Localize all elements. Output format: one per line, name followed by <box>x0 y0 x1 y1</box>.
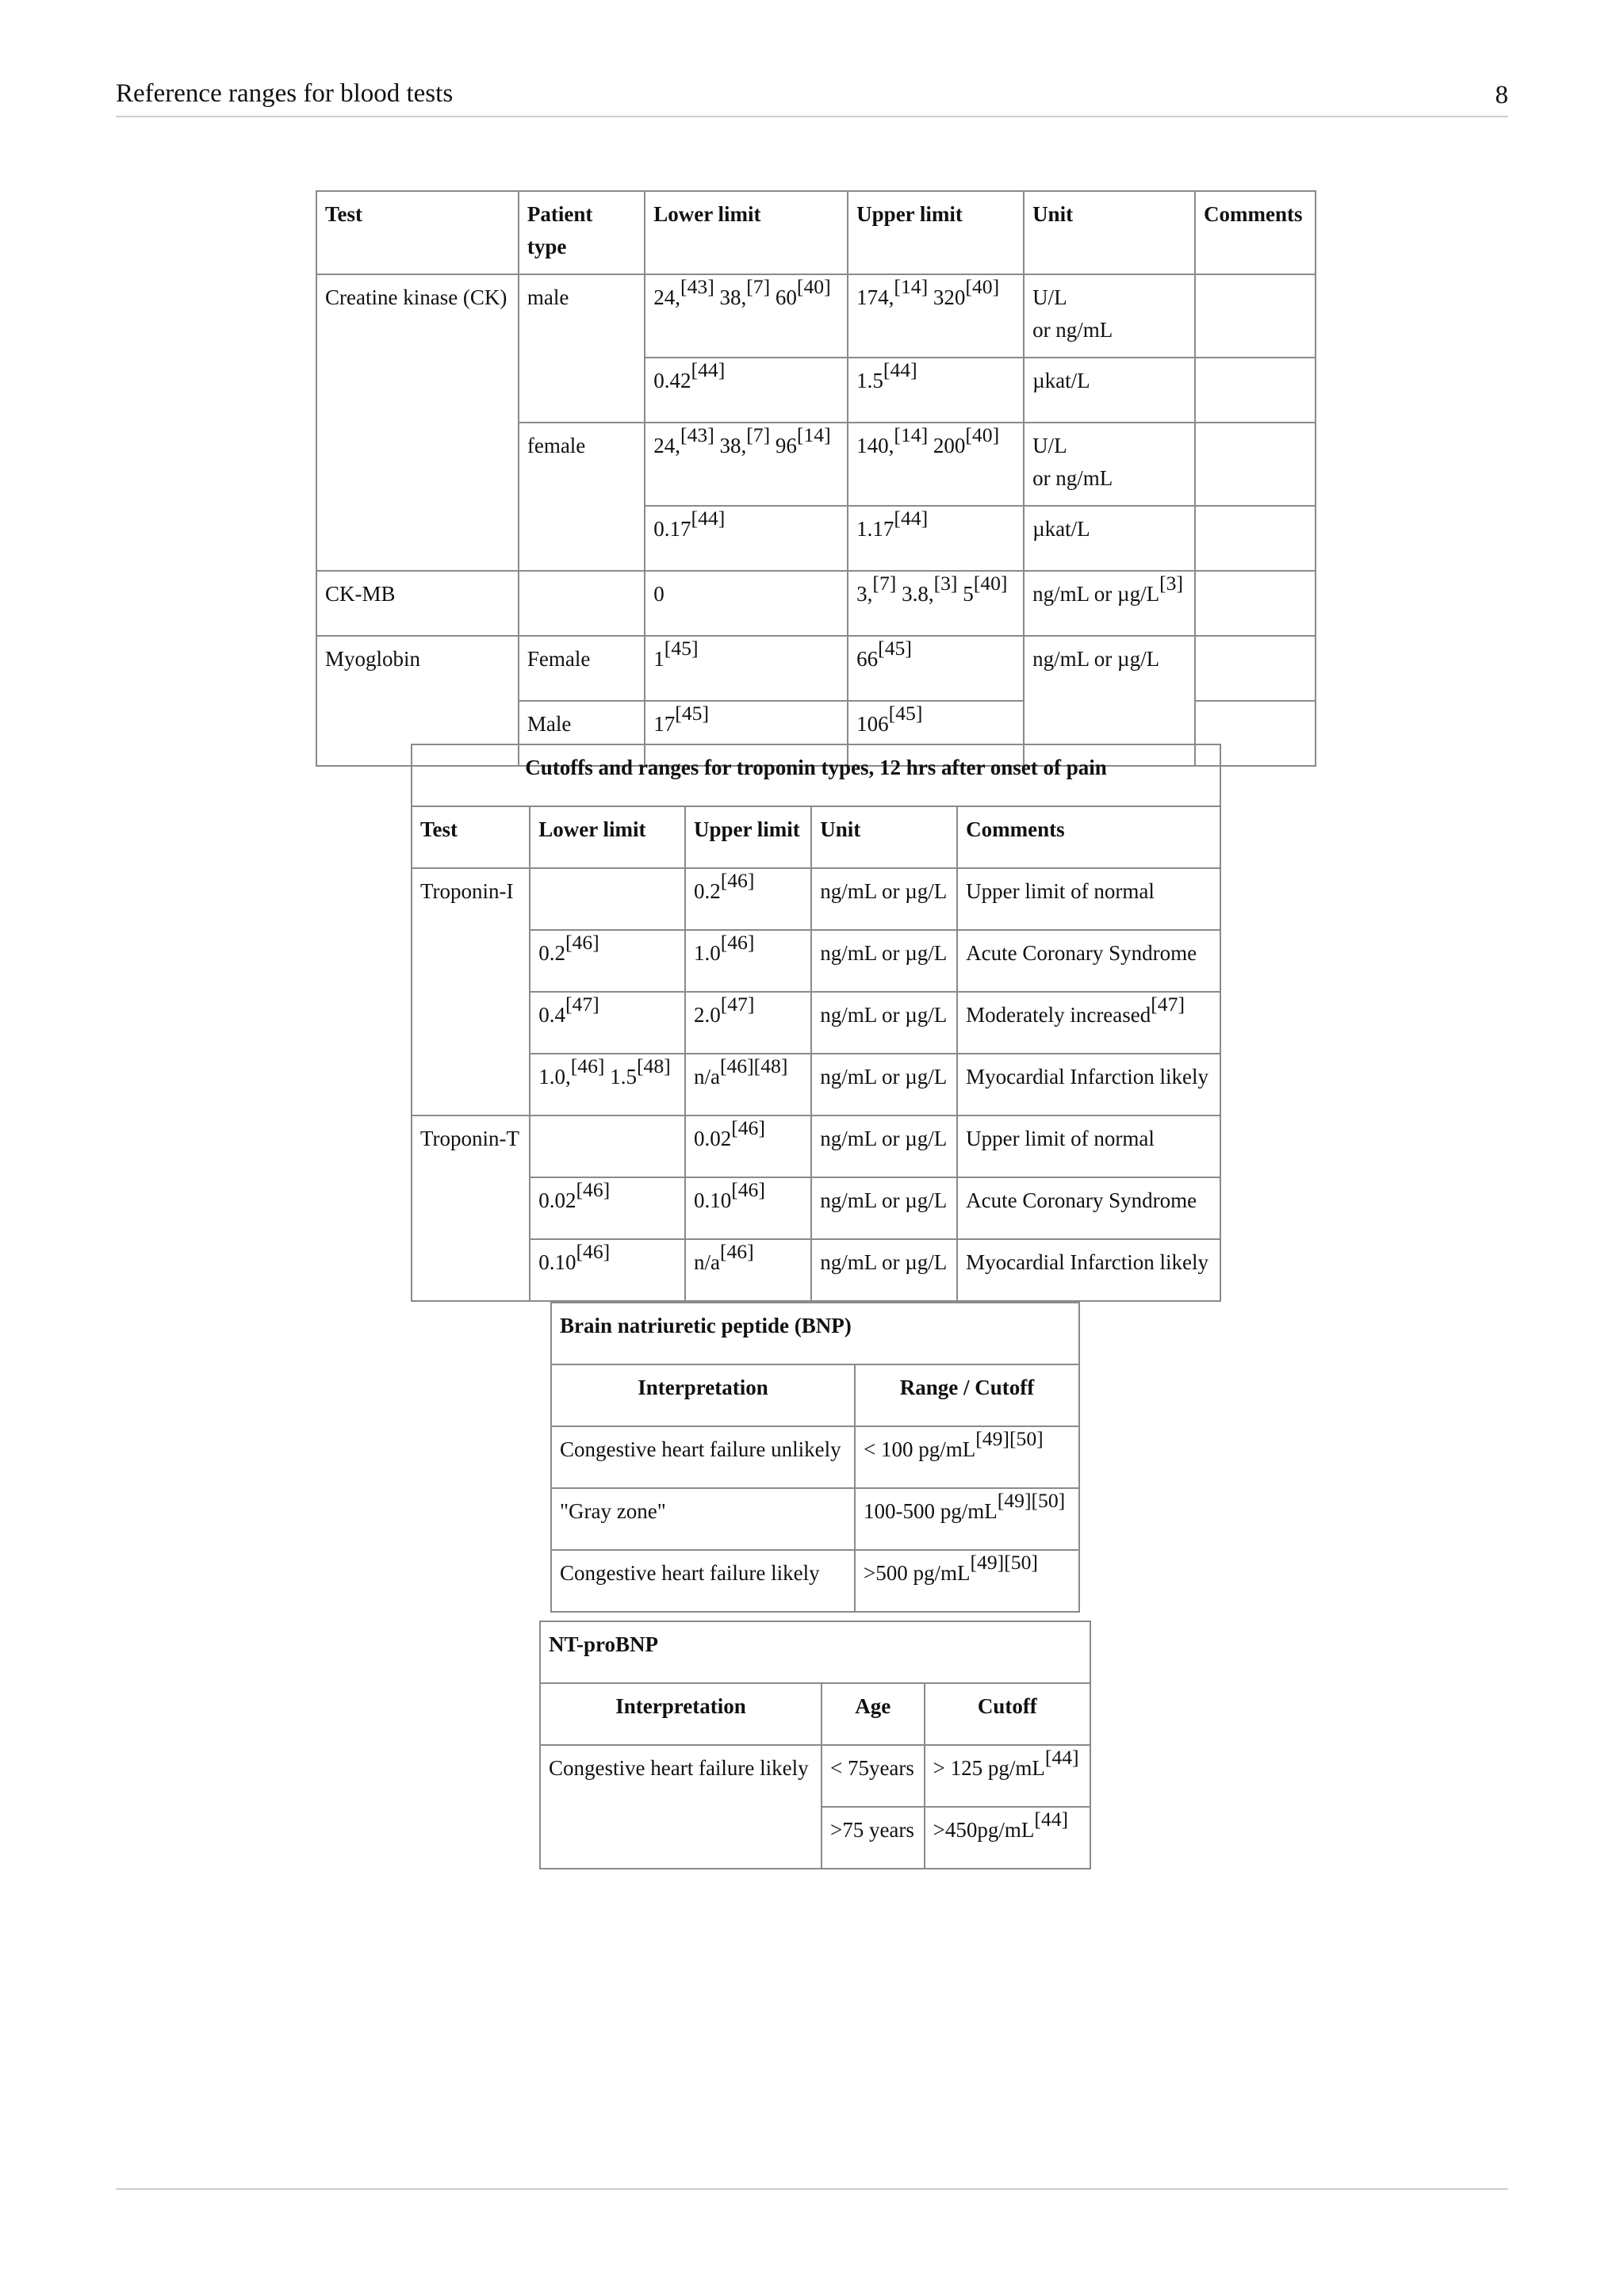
reference-link[interactable]: [49][50] <box>997 1488 1066 1512</box>
reference-link[interactable]: [48] <box>636 1054 671 1077</box>
value: 3.8, <box>896 582 934 606</box>
unit-cell <box>1024 423 1195 506</box>
header-age: Age <box>822 1683 925 1745</box>
reference-link[interactable]: [46] <box>570 1054 605 1077</box>
value: 96 <box>770 434 797 457</box>
reference-link[interactable]: [40] <box>796 274 831 298</box>
value: 0.02 <box>538 1188 576 1212</box>
unit-cell: ng/mL or µg/L <box>811 992 957 1054</box>
reference-link[interactable]: [44] <box>691 358 726 381</box>
lower-limit-cell <box>530 992 685 1054</box>
value: 38, <box>714 285 747 309</box>
reference-link[interactable]: [7] <box>746 274 771 298</box>
value: 1.5 <box>856 369 883 392</box>
value: 24, <box>653 285 681 309</box>
table-row <box>412 992 1220 1054</box>
upper-limit-cell <box>848 506 1024 571</box>
test-name: CK-MB <box>325 582 396 606</box>
table-caption: Cutoffs and ranges for troponin types, 12 hrs after onset of pain <box>412 744 1220 806</box>
unit: ng/mL or µg/L <box>1032 582 1160 606</box>
age-cell: >75 years <box>822 1807 925 1869</box>
table-row <box>316 636 1316 701</box>
header-lower-limit: Lower limit <box>645 191 848 274</box>
table-caption: Brain natriuretic peptide (BNP) <box>551 1303 1079 1364</box>
value: 200 <box>928 434 966 457</box>
comments-cell: Acute Coronary Syndrome <box>957 1177 1220 1239</box>
table-header-row <box>412 806 1220 868</box>
reference-link[interactable]: [49][50] <box>970 1550 1038 1574</box>
test-name-cell <box>412 868 530 1115</box>
header-cutoff: Cutoff <box>925 1683 1090 1745</box>
table-row <box>412 1115 1220 1177</box>
unit-cell <box>1024 506 1195 571</box>
value: 17 <box>653 712 676 736</box>
comments-cell <box>1195 506 1316 571</box>
range-cell <box>855 1488 1079 1550</box>
table-row <box>316 274 1316 358</box>
header-patient-type: Patient type <box>519 191 645 274</box>
value: 0 <box>653 582 665 606</box>
reference-link[interactable]: [40] <box>965 274 1000 298</box>
unit-cell <box>1024 274 1195 358</box>
lower-limit-cell <box>645 636 848 701</box>
unit: ng/mL or µg/L <box>1032 647 1160 671</box>
table-row <box>540 1745 1090 1807</box>
table-caption-row <box>551 1303 1079 1364</box>
upper-limit-cell <box>685 1054 811 1115</box>
reference-link[interactable]: [46] <box>576 1239 611 1263</box>
value: 0.10 <box>693 1188 732 1212</box>
comments-cell: Upper limit of normal <box>957 1115 1220 1177</box>
header-interpretation: Interpretation <box>540 1683 822 1745</box>
reference-link[interactable]: [7] <box>746 423 771 446</box>
header-comments: Comments <box>1195 191 1316 274</box>
reference-link[interactable]: [45] <box>878 636 912 660</box>
reference-link[interactable]: [43] <box>680 274 714 298</box>
page-number: 8 <box>1495 81 1508 109</box>
reference-link[interactable]: [47] <box>720 992 755 1016</box>
reference-link[interactable]: [40] <box>973 571 1008 595</box>
upper-limit-cell <box>848 571 1024 636</box>
reference-link[interactable]: [46][48] <box>719 1054 788 1077</box>
troponin-table <box>411 744 1221 1302</box>
upper-limit-cell <box>685 1239 811 1301</box>
value: >500 pg/mL <box>864 1561 971 1585</box>
upper-limit-cell <box>685 1115 811 1177</box>
test-name: Troponin-T <box>420 1127 520 1150</box>
reference-link[interactable]: [44] <box>1044 1745 1079 1769</box>
comments-cell <box>1195 358 1316 423</box>
page-title: Reference ranges for blood tests <box>116 79 454 108</box>
unit: U/L <box>1032 434 1067 457</box>
header-upper-limit: Upper limit <box>685 806 811 868</box>
value: < 100 pg/mL <box>864 1437 976 1461</box>
patient-type-cell <box>519 571 645 636</box>
table-row <box>412 868 1220 930</box>
value: 1.17 <box>856 517 894 541</box>
upper-limit-cell <box>848 274 1024 358</box>
reference-link[interactable]: [46] <box>731 1177 765 1201</box>
value: 0.4 <box>538 1003 565 1027</box>
lower-limit-cell <box>645 274 848 358</box>
value: 60 <box>770 285 797 309</box>
comments-cell: Myocardial Infarction likely <box>957 1054 1220 1115</box>
table-row <box>412 1054 1220 1115</box>
patient-type: male <box>527 285 569 309</box>
value: >450pg/mL <box>933 1818 1035 1842</box>
patient-type-cell <box>519 636 645 701</box>
header-comments: Comments <box>957 806 1220 868</box>
reference-link[interactable]: [47] <box>565 992 599 1016</box>
test-name: Myoglobin <box>325 647 421 671</box>
upper-limit-cell <box>685 930 811 992</box>
reference-link[interactable]: [49][50] <box>975 1426 1044 1450</box>
test-name: Creatine kinase (CK) <box>325 285 508 309</box>
reference-link[interactable]: [46] <box>565 930 599 954</box>
reference-link[interactable]: [45] <box>675 701 709 725</box>
table-caption: NT-proBNP <box>540 1621 1090 1683</box>
header-unit: Unit <box>811 806 957 868</box>
upper-limit-cell <box>685 992 811 1054</box>
range-cell <box>855 1550 1079 1612</box>
value: 320 <box>928 285 966 309</box>
value: 100-500 pg/mL <box>864 1499 998 1523</box>
reference-link[interactable]: [44] <box>1034 1807 1069 1831</box>
value: 1 <box>653 647 665 671</box>
reference-link[interactable]: [43] <box>680 423 714 446</box>
comments-cell: Upper limit of normal <box>957 868 1220 930</box>
table-row <box>551 1426 1079 1488</box>
value: 106 <box>856 712 889 736</box>
table-row <box>412 1239 1220 1301</box>
table-row <box>551 1488 1079 1550</box>
value: 66 <box>856 647 879 671</box>
lower-limit-cell <box>530 1177 685 1239</box>
unit-cell: ng/mL or µg/L <box>811 930 957 992</box>
value: 1.0, <box>538 1065 571 1089</box>
lower-limit-cell <box>645 506 848 571</box>
range-cell <box>855 1426 1079 1488</box>
upper-limit-cell <box>848 423 1024 506</box>
table-row <box>412 930 1220 992</box>
reference-link[interactable]: [40] <box>965 423 1000 446</box>
table-row <box>551 1550 1079 1612</box>
table-caption-row <box>540 1621 1090 1683</box>
lower-limit-cell <box>530 1115 685 1177</box>
unit-alt: or ng/mL <box>1032 465 1113 490</box>
cardiac-markers-table <box>316 190 1316 767</box>
lower-limit-cell <box>645 423 848 506</box>
test-name: Troponin-I <box>420 879 514 903</box>
header-lower-limit: Lower limit <box>530 806 685 868</box>
value: 1.0 <box>693 941 721 965</box>
upper-limit-cell <box>848 636 1024 701</box>
reference-link[interactable]: [46] <box>720 930 755 954</box>
interpretation-cell: Congestive heart failure likely <box>540 1745 822 1869</box>
unit-cell <box>1024 571 1195 636</box>
upper-limit-cell <box>685 1177 811 1239</box>
upper-limit-cell <box>685 868 811 930</box>
patient-type: Male <box>527 712 572 736</box>
value: 0.42 <box>653 369 691 392</box>
value: 1.5 <box>604 1065 637 1089</box>
value: 174, <box>856 285 894 309</box>
value: 0.17 <box>653 517 691 541</box>
lower-limit-cell <box>645 358 848 423</box>
header-test: Test <box>316 191 519 274</box>
test-name-cell <box>316 274 519 571</box>
patient-type-cell <box>519 423 645 571</box>
comments-cell <box>957 992 1220 1054</box>
lower-limit-cell <box>530 930 685 992</box>
unit: µkat/L <box>1032 517 1090 541</box>
lower-limit-cell <box>645 571 848 636</box>
comments-cell: Acute Coronary Syndrome <box>957 930 1220 992</box>
interpretation-cell: Congestive heart failure likely <box>551 1550 855 1612</box>
reference-link[interactable]: [44] <box>883 358 917 381</box>
reference-link[interactable]: [46] <box>719 1239 754 1263</box>
test-name-cell <box>316 571 519 636</box>
unit-cell: ng/mL or µg/L <box>811 1239 957 1301</box>
table-caption-row <box>412 744 1220 806</box>
unit-cell: ng/mL or µg/L <box>811 1054 957 1115</box>
table-header-row <box>540 1683 1090 1745</box>
value: 3, <box>856 582 873 606</box>
patient-type: Female <box>527 647 591 671</box>
table-row <box>316 571 1316 636</box>
reference-link[interactable]: [7] <box>872 571 897 595</box>
comments-cell <box>1195 423 1316 506</box>
unit-cell <box>1024 358 1195 423</box>
reference-link[interactable]: [14] <box>796 423 831 446</box>
comment: Moderately increased <box>966 1003 1151 1027</box>
lower-limit-cell <box>530 868 685 930</box>
reference-link[interactable]: [46] <box>576 1177 611 1201</box>
interpretation-cell: "Gray zone" <box>551 1488 855 1550</box>
comments-cell <box>1195 636 1316 701</box>
lower-limit-cell <box>530 1054 685 1115</box>
reference-link[interactable]: [44] <box>691 506 726 530</box>
comments-cell: Myocardial Infarction likely <box>957 1239 1220 1301</box>
cutoff-cell <box>925 1745 1090 1807</box>
table-header-row <box>551 1364 1079 1426</box>
test-name-cell <box>412 1115 530 1301</box>
reference-link[interactable]: [44] <box>894 506 929 530</box>
header-upper-limit: Upper limit <box>848 191 1024 274</box>
reference-link[interactable]: [14] <box>894 274 929 298</box>
reference-link[interactable]: [46] <box>731 1115 765 1139</box>
comments-cell <box>1195 571 1316 636</box>
unit: U/L <box>1032 285 1067 309</box>
bnp-table <box>550 1302 1080 1613</box>
value: 0.02 <box>693 1127 732 1150</box>
patient-type: female <box>527 434 586 457</box>
value: n/a <box>693 1065 720 1089</box>
value: > 125 pg/mL <box>933 1756 1045 1780</box>
value: 0.2 <box>538 941 565 965</box>
unit-cell: ng/mL or µg/L <box>811 1115 957 1177</box>
unit: µkat/L <box>1032 369 1090 392</box>
interpretation-cell: Congestive heart failure unlikely <box>551 1426 855 1488</box>
header-range-cutoff: Range / Cutoff <box>855 1364 1079 1426</box>
age-cell: < 75years <box>822 1745 925 1807</box>
reference-link[interactable]: [46] <box>720 868 755 892</box>
page-header <box>116 76 1508 117</box>
header-interpretation: Interpretation <box>551 1364 855 1426</box>
reference-link[interactable]: [3] <box>1159 571 1184 595</box>
reference-link[interactable]: [3] <box>933 571 958 595</box>
value: 38, <box>714 434 747 457</box>
value: 2.0 <box>693 1003 721 1027</box>
nt-probnp-table <box>539 1621 1091 1869</box>
table-header-row <box>316 191 1316 274</box>
unit-cell: ng/mL or µg/L <box>811 868 957 930</box>
unit-cell: ng/mL or µg/L <box>811 1177 957 1239</box>
lower-limit-cell <box>530 1239 685 1301</box>
patient-type-cell <box>519 274 645 423</box>
footer-divider <box>116 2188 1508 2190</box>
value: 0.10 <box>538 1250 576 1274</box>
reference-link[interactable]: [47] <box>1151 992 1185 1016</box>
value: 5 <box>957 582 974 606</box>
unit-alt: or ng/mL <box>1032 317 1113 342</box>
value: n/a <box>693 1250 720 1274</box>
upper-limit-cell <box>848 358 1024 423</box>
header-test: Test <box>412 806 530 868</box>
table-row <box>412 1177 1220 1239</box>
reference-link[interactable]: [14] <box>894 423 929 446</box>
value: 24, <box>653 434 681 457</box>
comments-cell <box>1195 274 1316 358</box>
cutoff-cell <box>925 1807 1090 1869</box>
reference-link[interactable]: [45] <box>664 636 699 660</box>
header-unit: Unit <box>1024 191 1195 274</box>
value: 140, <box>856 434 894 457</box>
value: 0.2 <box>693 879 721 903</box>
reference-link[interactable]: [45] <box>888 701 923 725</box>
